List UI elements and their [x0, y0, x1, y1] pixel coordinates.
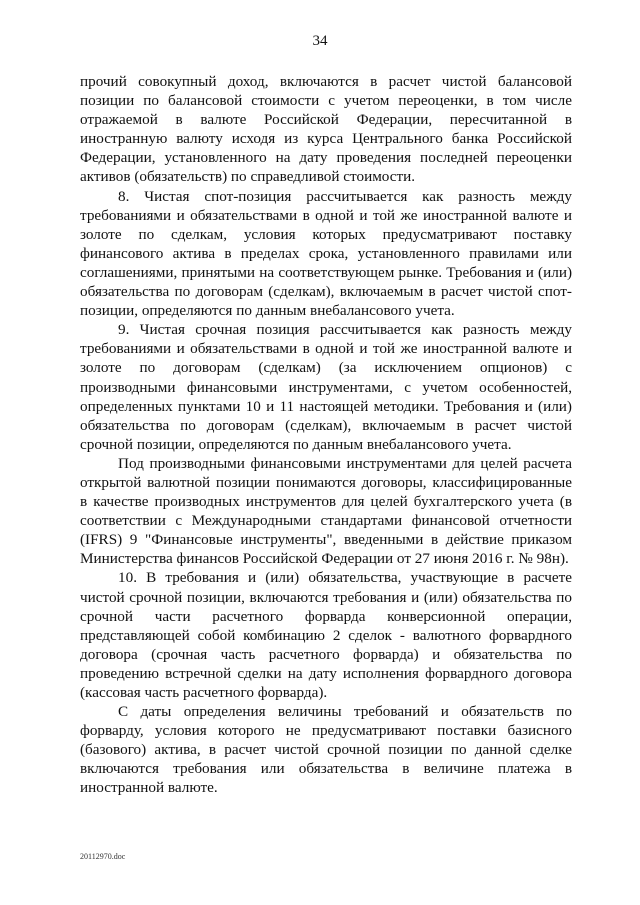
paragraph-item-9: 9. Чистая срочная позиция рассчитывается как разность между требованиями и обязательствами в одной и той же иностранной валюте и золоте по договорам (сделкам) (за исключением опционов) с производными финансовыми инструментами, с учетом особенностей, определенных пунктами 10 и 11 настоящей методики. Требования и (или) обязательства по договорам (сделкам), включаемым в расчет чистой срочной позиции, определяются по данным внебалансового учета. [80, 321, 572, 453]
document-body [80, 72, 572, 798]
page-number: 34 [312, 33, 328, 49]
paragraph-continuation: прочий совокупный доход, включаются в расчет чистой балансовой позиции по балансовой стоимости с учетом переоценки, в том числе отражаемой в валюте Российской Федерации, пересчитанной в иностранную валюту исходя из курса Центрального банка Российской Федерации, установленного на дату проведения последней переоценки активов (обязательств) по справедливой стоимости. [80, 73, 572, 186]
paragraph-derivatives-definition: Под производными финансовыми инструментами для целей расчета открытой валютной позиции понимаются договоры, классифицированные в качестве производных инструментов для целей бухгалтерского учета (в соответствии с Международными стандартами финансовой отчетности (IFRS) 9 "Финансовые инструменты", введенными в действие приказом Министерства финансов Российской Федерации от 27 июня 2016 г. № 98н). [80, 454, 572, 568]
footer-filename: 20112970.doc [80, 852, 126, 861]
paragraph-item-10: 10. В требования и (или) обязательства, участвующие в расчете чистой срочной позиции, включаются требования и (или) обязательства по срочной части расчетного форварда конверсионной операции, представляющей собой комбинацию 2 сделок - валютного форвардного договора (срочная часть расчетного форварда) и обязательства по проведению встречной сделки на дату исполнения форвардного договора (кассовая часть расчетного форварда). [80, 569, 572, 701]
paragraph-forward-payment: С даты определения величины требований и обязательств по форварду, условия которого не предусматривают поставки базисного (базового) актива, в расчет чистой срочной позиции по данной сделке включаются требования или обязательства в величине платежа в иностранной валюте. [80, 703, 572, 797]
paragraph-item-8: 8. Чистая спот-позиция рассчитывается как разность между требованиями и обязательствами в одной и той же иностранной валюте и золоте по сделкам, условия которых предусматривают поставку финансового актива в пределах срока, установленного правилами или соглашениями, принятыми на соответствующем рынке. Требования и (или) обязательства по договорам (сделкам), включаемым в расчет чистой спот-позиции, определяются по данным внебалансового учета. [80, 187, 572, 320]
